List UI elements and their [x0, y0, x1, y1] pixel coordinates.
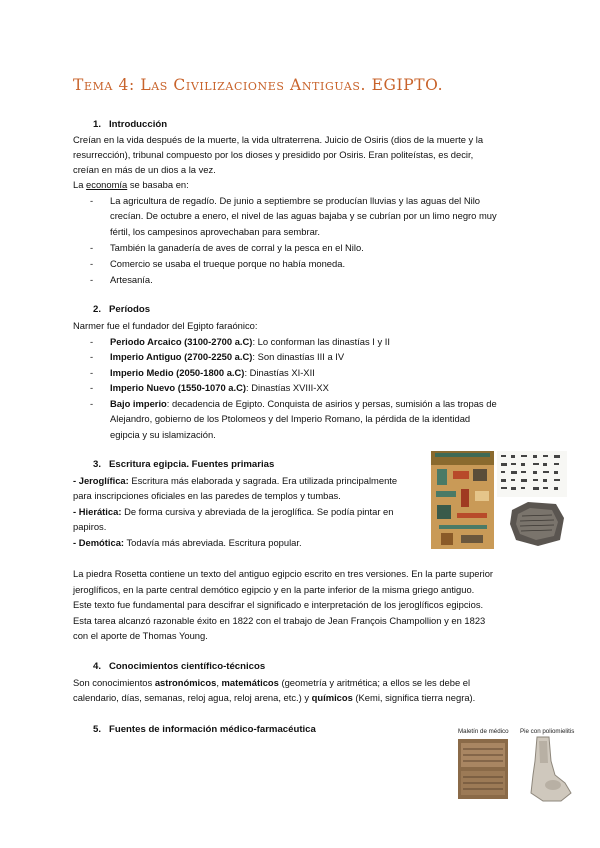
section-4-heading: 4. Conocimientos científico-técnicos — [93, 661, 266, 672]
page-title: Tema 4: Las Civilizaciones Antiguas. EGIPTO. — [73, 76, 444, 94]
script-demotic: - Demótica: Todavía más abreviada. Escritura popular. — [73, 537, 302, 548]
script-hieroglyphic: - Jeroglífica: Escritura más elaborada y sagrada. Era utilizada principalmente para inscripciones oficiales en las paredes de templos y tumbas. — [73, 475, 398, 502]
rosetta-line-5: con el aporte de Thomas Young. — [73, 630, 208, 641]
rosetta-line-1: La piedra Rosetta contiene un texto del antiguo egipcio escrito en tres versiones. En la parte superior — [73, 568, 494, 579]
rosetta-line-4: Esta tarea alcanzó razonable éxito en 1822 con el trabajo de Jean François Champollion y en 1823 — [73, 615, 486, 626]
knowledge-line-1: Son conocimientos astronómicos, matemáticos (geometría y aritmética; a ellos se les debe el — [73, 677, 471, 688]
knowledge-line-2: calendario, días, semanas, reloj agua, reloj arena, etc.) y químicos (Kemi, significa tierra negra). — [73, 692, 476, 703]
hieratic-table-image — [497, 451, 567, 497]
section-5-heading: 5. Fuentes de información médico-farmacéutica — [93, 724, 316, 735]
intro-line-1: Creían en la vida después de la muerte, la vida ultraterrena. Juicio de Osiris (dios de la muerte y la — [73, 134, 484, 145]
polio-foot-image — [515, 735, 577, 805]
intro-line-2: resurrección), tribunal compuesto por los dioses y presidido por Osiris. Eran politeístas, es decir, — [73, 149, 474, 160]
economy-intro: La economía se basaba en: — [73, 179, 189, 190]
periods-intro: Narmer fue el fundador del Egipto faraónico: — [73, 320, 258, 331]
hieroglyphs-image — [431, 451, 494, 549]
section-2-heading: 2. Períodos — [93, 304, 151, 315]
rosetta-line-3: Este texto fue fundamental para descifrar el significado e interpretación de los jeroglíficos egipcios. — [73, 599, 484, 610]
section-1-heading: 1. Introducción — [93, 119, 168, 130]
intro-line-3: creían en más de un dios a la vez. — [73, 164, 216, 175]
caption-polio-foot: Pie con poliomielitis — [520, 728, 575, 735]
script-hieratic: - Hierática: De forma cursiva y abreviada de la jeroglífica. Se podía pintar en papiros. — [73, 506, 394, 533]
caption-medical-case: Maletín de médico — [458, 728, 509, 735]
section-3-heading: 3. Escritura egipcia. Fuentes primarias — [93, 459, 275, 470]
medical-case-image — [458, 739, 508, 799]
document-page: Tema 4: Las Civilizaciones Antiguas. EGIPTO. 1. Introducción Creían en la vida después de la muerte, la vida ultraterrena. Juicio de Osiris (dios de la muerte y la resurrección), tribunal compuesto por los dioses y presidido por Osiris. Eran politeístas, es decir, creían en más de un dios a la vez. La economía se basaba en: - La agricultura de regadío. De junio a septiembre se producían lluvias y las aguas del Nilo crecían. De octubre a enero, el nivel de las aguas bajaba y se cubrían por un limo negro muy fértil, los campesinos aprovechaban para sembrar. - También la ganadería de aves de corral y la pesca en el Nilo. - Comercio se usaba el trueque porque no había moneda. - Artesanía. 2. Períodos Narmer fue el fundador del Egipto faraónico: - Periodo Arcaico (3100-2700 a.C): Lo conforman las dinastías I y II - Imperio Antiguo (2700-2250 a.C): Son dinastías III a IV - Imperio Medio (2050-1800 a.C): Dinastías XI-XII - Imperio Nuevo (1550-1070 a.C): Dinastías XVIII-XX - Bajo imperio: decadencia de Egipto. Conquista de asirios y persas, sumisión a las tropas de Alejandro, gobierno de los Ptolomeos y del Imperio Romano, la pérdida de la identidad egipcia y su islamización. 3. Escritura egipcia. Fuentes primarias - Jeroglífica: Escritura más elaborada y sagrada. Era utilizada principalmente para inscripciones oficiales en las paredes de templos y tumbas. - Hierática: De forma cursiva y abreviada de la jeroglífica. Se podía pintar en papiros. - Demótica: Todavía más abreviada. Escritura popular. La piedra Rosetta contiene un texto del antiguo egipcio escrito en tres versiones. En la parte superior jeroglíficos, en la parte central demótico egipcio y en la parte inferior de la misma griego antiguo. Este texto fue fundamental para descifrar el significado e interpretación de los jeroglíficos egipcios. Esta tarea alcanzó razonable éxito en 1822 con el trabajo de Jean François Champollion y en 1823 con el aporte de Thomas Young. 4. Conocimientos científico-técnicos Son conocimientos astronómicos, matemáticos (geometría y aritmética; a ellos se les debe el calendario, días, semanas, reloj agua, reloj arena, etc.) y químicos (Kemi, significa tierra negra). 5. Fuentes de información médico-farmacéutica Maletín de médico Pie con poliomielitis — [0, 0, 600, 848]
demotic-stone-image — [508, 500, 566, 548]
rosetta-line-2: jeroglíficos, en la parte central demótico egipcio y en la parte inferior de la misma griego antiguo. — [73, 584, 475, 595]
